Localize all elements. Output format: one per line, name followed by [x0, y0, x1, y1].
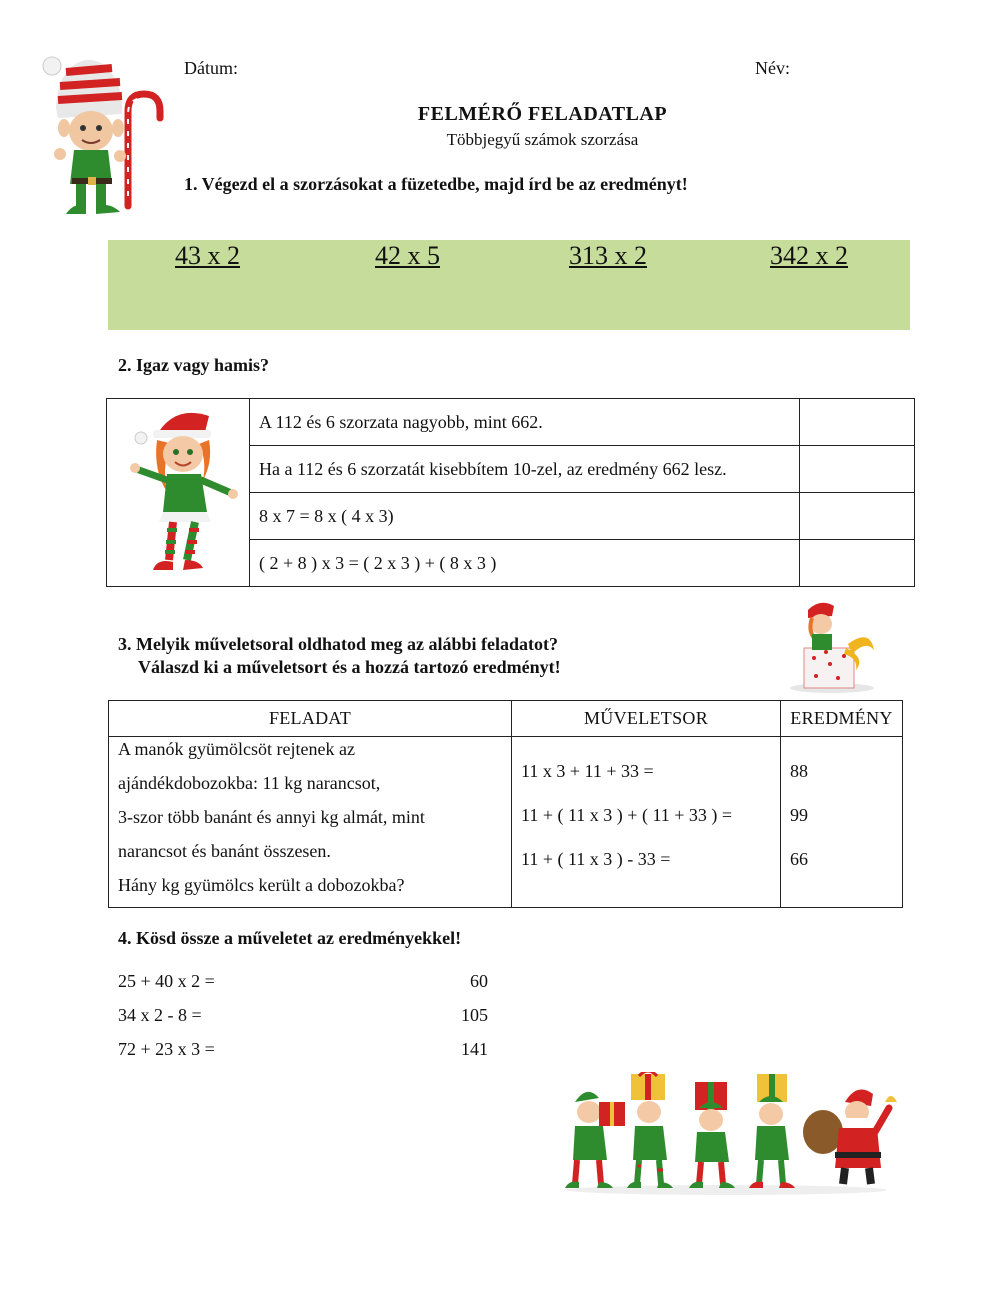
- elf-girl-image-cell: [107, 399, 250, 587]
- operation-option[interactable]: 11 + ( 11 x 3 ) - 33 =: [521, 849, 671, 869]
- answer-cell[interactable]: [800, 493, 915, 540]
- problem-line: Hány kg gyümölcs került a dobozokba?: [118, 875, 405, 895]
- problem-line: narancsot és banánt összesen.: [118, 841, 331, 861]
- result-option[interactable]: 66: [790, 849, 808, 869]
- table-row: [109, 737, 903, 908]
- result-option[interactable]: 99: [790, 805, 808, 825]
- table-header-row: [109, 701, 903, 737]
- elf-girl-illustration: [113, 400, 243, 580]
- task1-item: 43 x 2: [175, 241, 240, 270]
- task3-instruction-line2: Válaszd ki a műveletsort és a hozzá tartozó eredményt!: [138, 657, 561, 677]
- task4-result[interactable]: 105: [461, 1005, 488, 1025]
- column-header-eredmeny: EREDMÉNY: [781, 701, 903, 737]
- answer-cell[interactable]: [800, 540, 915, 587]
- name-label: Név:: [755, 58, 790, 78]
- page-subtitle: Többjegyű számok szorzása: [446, 130, 639, 149]
- column-header-muveletsor: MŰVELETSOR: [512, 701, 781, 737]
- statement-cell: A 112 és 6 szorzata nagyobb, mint 662.: [250, 399, 800, 446]
- statement-cell: 8 x 7 = 8 x ( 4 x 3): [250, 493, 800, 540]
- problem-line: ajándékdobozokba: 11 kg narancsot,: [118, 773, 381, 793]
- statement-cell: Ha a 112 és 6 szorzatát kisebbítem 10-zel, az eredmény 662 lesz.: [250, 446, 800, 493]
- statement-cell: ( 2 + 8 ) x 3 = ( 2 x 3 ) + ( 8 x 3 ): [250, 540, 800, 587]
- table-row: [107, 399, 915, 446]
- task4-expression[interactable]: 25 + 40 x 2 =: [118, 971, 215, 991]
- operations-cell: [512, 737, 781, 908]
- operation-option[interactable]: 11 + ( 11 x 3 ) + ( 11 + 33 ) =: [521, 805, 733, 825]
- task2-instruction: 2. Igaz vagy hamis?: [118, 355, 270, 375]
- problem-line: A manók gyümölcsöt rejtenek az: [118, 739, 355, 759]
- task4-instruction: 4. Kösd össze a műveletet az eredményekkel!: [118, 928, 462, 948]
- answer-cell[interactable]: [800, 399, 915, 446]
- task4-result[interactable]: 141: [461, 1039, 488, 1059]
- task4-expression[interactable]: 72 + 23 x 3 =: [118, 1039, 215, 1059]
- results-cell: [781, 737, 903, 908]
- task4-expression[interactable]: 34 x 2 - 8 =: [118, 1005, 202, 1025]
- problem-cell: [109, 737, 512, 908]
- elves-and-santa-illustration: [555, 1072, 900, 1197]
- elf-on-gift-box-illustration: [786, 598, 878, 694]
- task1-instruction: 1. Végezd el a szorzásokat a füzetedbe, majd írd be az eredményt!: [184, 174, 688, 194]
- date-label: Dátum:: [184, 58, 238, 78]
- problem-line: 3-szor több banánt és annyi kg almát, mint: [118, 807, 425, 827]
- task3-instruction-line1: 3. Melyik műveletsoral oldhatod meg az alábbi feladatot?: [118, 634, 558, 654]
- column-header-feladat: FELADAT: [109, 701, 512, 737]
- task1-item: 42 x 5: [375, 241, 440, 270]
- operation-option[interactable]: 11 x 3 + 11 + 33 =: [521, 761, 654, 781]
- result-option[interactable]: 88: [790, 761, 808, 781]
- task4-result[interactable]: 60: [470, 971, 488, 991]
- true-false-table: [106, 398, 915, 587]
- answer-cell[interactable]: [800, 446, 915, 493]
- page-title: FELMÉRŐ FELADATLAP: [417, 103, 668, 125]
- task1-item: 313 x 2: [569, 241, 647, 270]
- task3-table: [108, 700, 903, 908]
- task1-item: 342 x 2: [770, 241, 848, 270]
